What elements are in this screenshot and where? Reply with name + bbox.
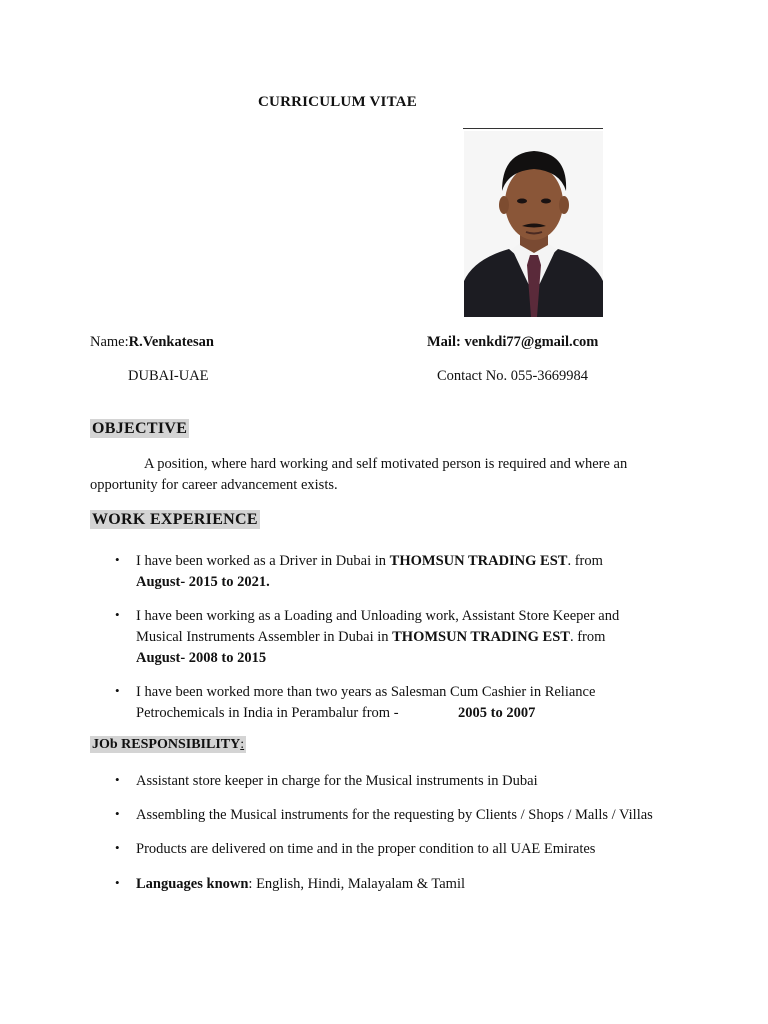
name-label: Name: — [90, 334, 129, 350]
work-item-2-text-post: . from — [569, 629, 606, 645]
work-item-3-line-2: Petrochemicals in India in Perambalur from - — [136, 705, 399, 721]
objective-line-2: opportunity for career advancement exists. — [90, 477, 338, 493]
job-responsibility-heading — [90, 736, 246, 753]
photo-top-rule — [463, 128, 603, 129]
work-item-1-text: I have been worked as a Driver in Dubai in — [136, 553, 390, 569]
languages-label: Languages known — [136, 876, 249, 892]
bullet-icon: • — [115, 806, 120, 821]
work-item-2-dates: August- 2008 to 2015 — [136, 650, 267, 666]
bullet-icon: • — [115, 875, 120, 890]
responsibility-item-3: Products are delivered on time and in the proper condition to all UAE Emirates — [136, 841, 596, 857]
objective-heading: OBJECTIVE — [92, 420, 188, 437]
work-item-3-dates: 2005 to 2007 — [458, 705, 536, 721]
work-item-1-company: THOMSUN TRADING EST — [389, 553, 568, 569]
bullet-icon: • — [115, 552, 120, 567]
email-line: Mail: venkdi77@gmail.com — [427, 334, 599, 350]
work-item-3-line-1: I have been worked more than two years as Salesman Cum Cashier in Reliance — [136, 684, 596, 700]
languages-line — [136, 874, 465, 895]
bullet-icon: • — [115, 840, 120, 855]
work-item-1-dates: August- 2015 to 2021. — [136, 574, 270, 590]
work-item-1-line-1 — [136, 551, 603, 572]
name-value: R.Venkatesan — [128, 334, 214, 350]
work-experience-heading: WORK EXPERIENCE — [92, 511, 258, 528]
work-item-2-line-2 — [136, 627, 605, 648]
bullet-icon: • — [115, 607, 120, 622]
objective-line-1: A position, where hard working and self motivated person is required and where an — [144, 456, 628, 472]
work-item-1-text-post: . from — [567, 553, 603, 569]
languages-value: : English, Hindi, Malayalam & Tamil — [248, 876, 466, 892]
profile-photo-illustration — [464, 131, 603, 317]
bullet-icon: • — [115, 772, 120, 787]
work-item-2-company: THOMSUN TRADING EST — [392, 629, 570, 645]
work-item-2-line-1: I have been working as a Loading and Unloading work, Assistant Store Keeper and — [136, 608, 620, 624]
responsibility-item-2: Assembling the Musical instruments for the requesting by Clients / Shops / Malls / Villas — [136, 807, 653, 823]
location-line: DUBAI-UAE — [128, 368, 209, 384]
phone-line: Contact No. 055-3669984 — [437, 368, 589, 384]
job-responsibility-heading-text: JOb RESPONSIBILITY — [92, 737, 241, 752]
job-responsibility-heading-colon: : — [240, 737, 245, 752]
name-line — [90, 334, 214, 351]
bullet-icon: • — [115, 683, 120, 698]
responsibility-item-1: Assistant store keeper in charge for the Musical instruments in Dubai — [136, 773, 538, 789]
work-item-2-text: Musical Instruments Assembler in Dubai in — [136, 629, 393, 645]
profile-photo — [464, 131, 603, 317]
page-title: CURRICULUM VITAE — [258, 94, 417, 110]
